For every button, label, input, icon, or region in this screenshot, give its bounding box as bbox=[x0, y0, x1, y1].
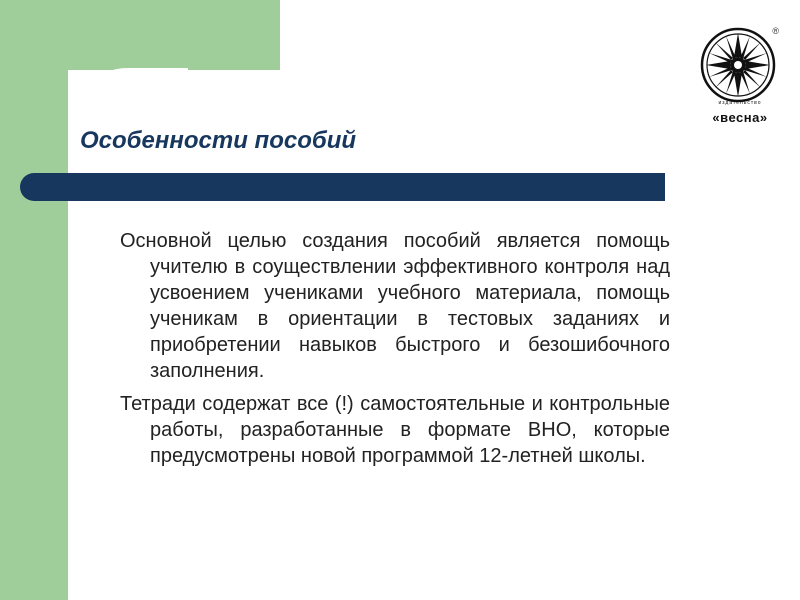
decorative-green-sidebar bbox=[0, 0, 68, 600]
slide-body bbox=[120, 228, 670, 476]
logo-caption: издательство bbox=[718, 100, 762, 106]
registered-mark: ® bbox=[772, 26, 779, 36]
logo-brand-name: «весна» bbox=[712, 110, 768, 125]
publisher-logo bbox=[695, 22, 785, 130]
slide-title: Особенности пособий bbox=[80, 127, 357, 154]
sun-star-emblem-icon bbox=[700, 27, 776, 103]
body-paragraph: Тетради содержат все (!) самостоятельные и контрольные работы, разработанные в формате ВНО, которые предусмотрены новой программой 12-летней школы. bbox=[120, 393, 670, 467]
body-paragraph: Основной целью создания пособий является помощь учителю в соуществлении эффективного контроля над усвоением учениками учебного материала, помощь ученикам в ориентации в тестовых заданиях и приобретении навыков быстрого и безошибочного заполнения. bbox=[120, 230, 670, 382]
title-divider-bar bbox=[20, 173, 665, 201]
